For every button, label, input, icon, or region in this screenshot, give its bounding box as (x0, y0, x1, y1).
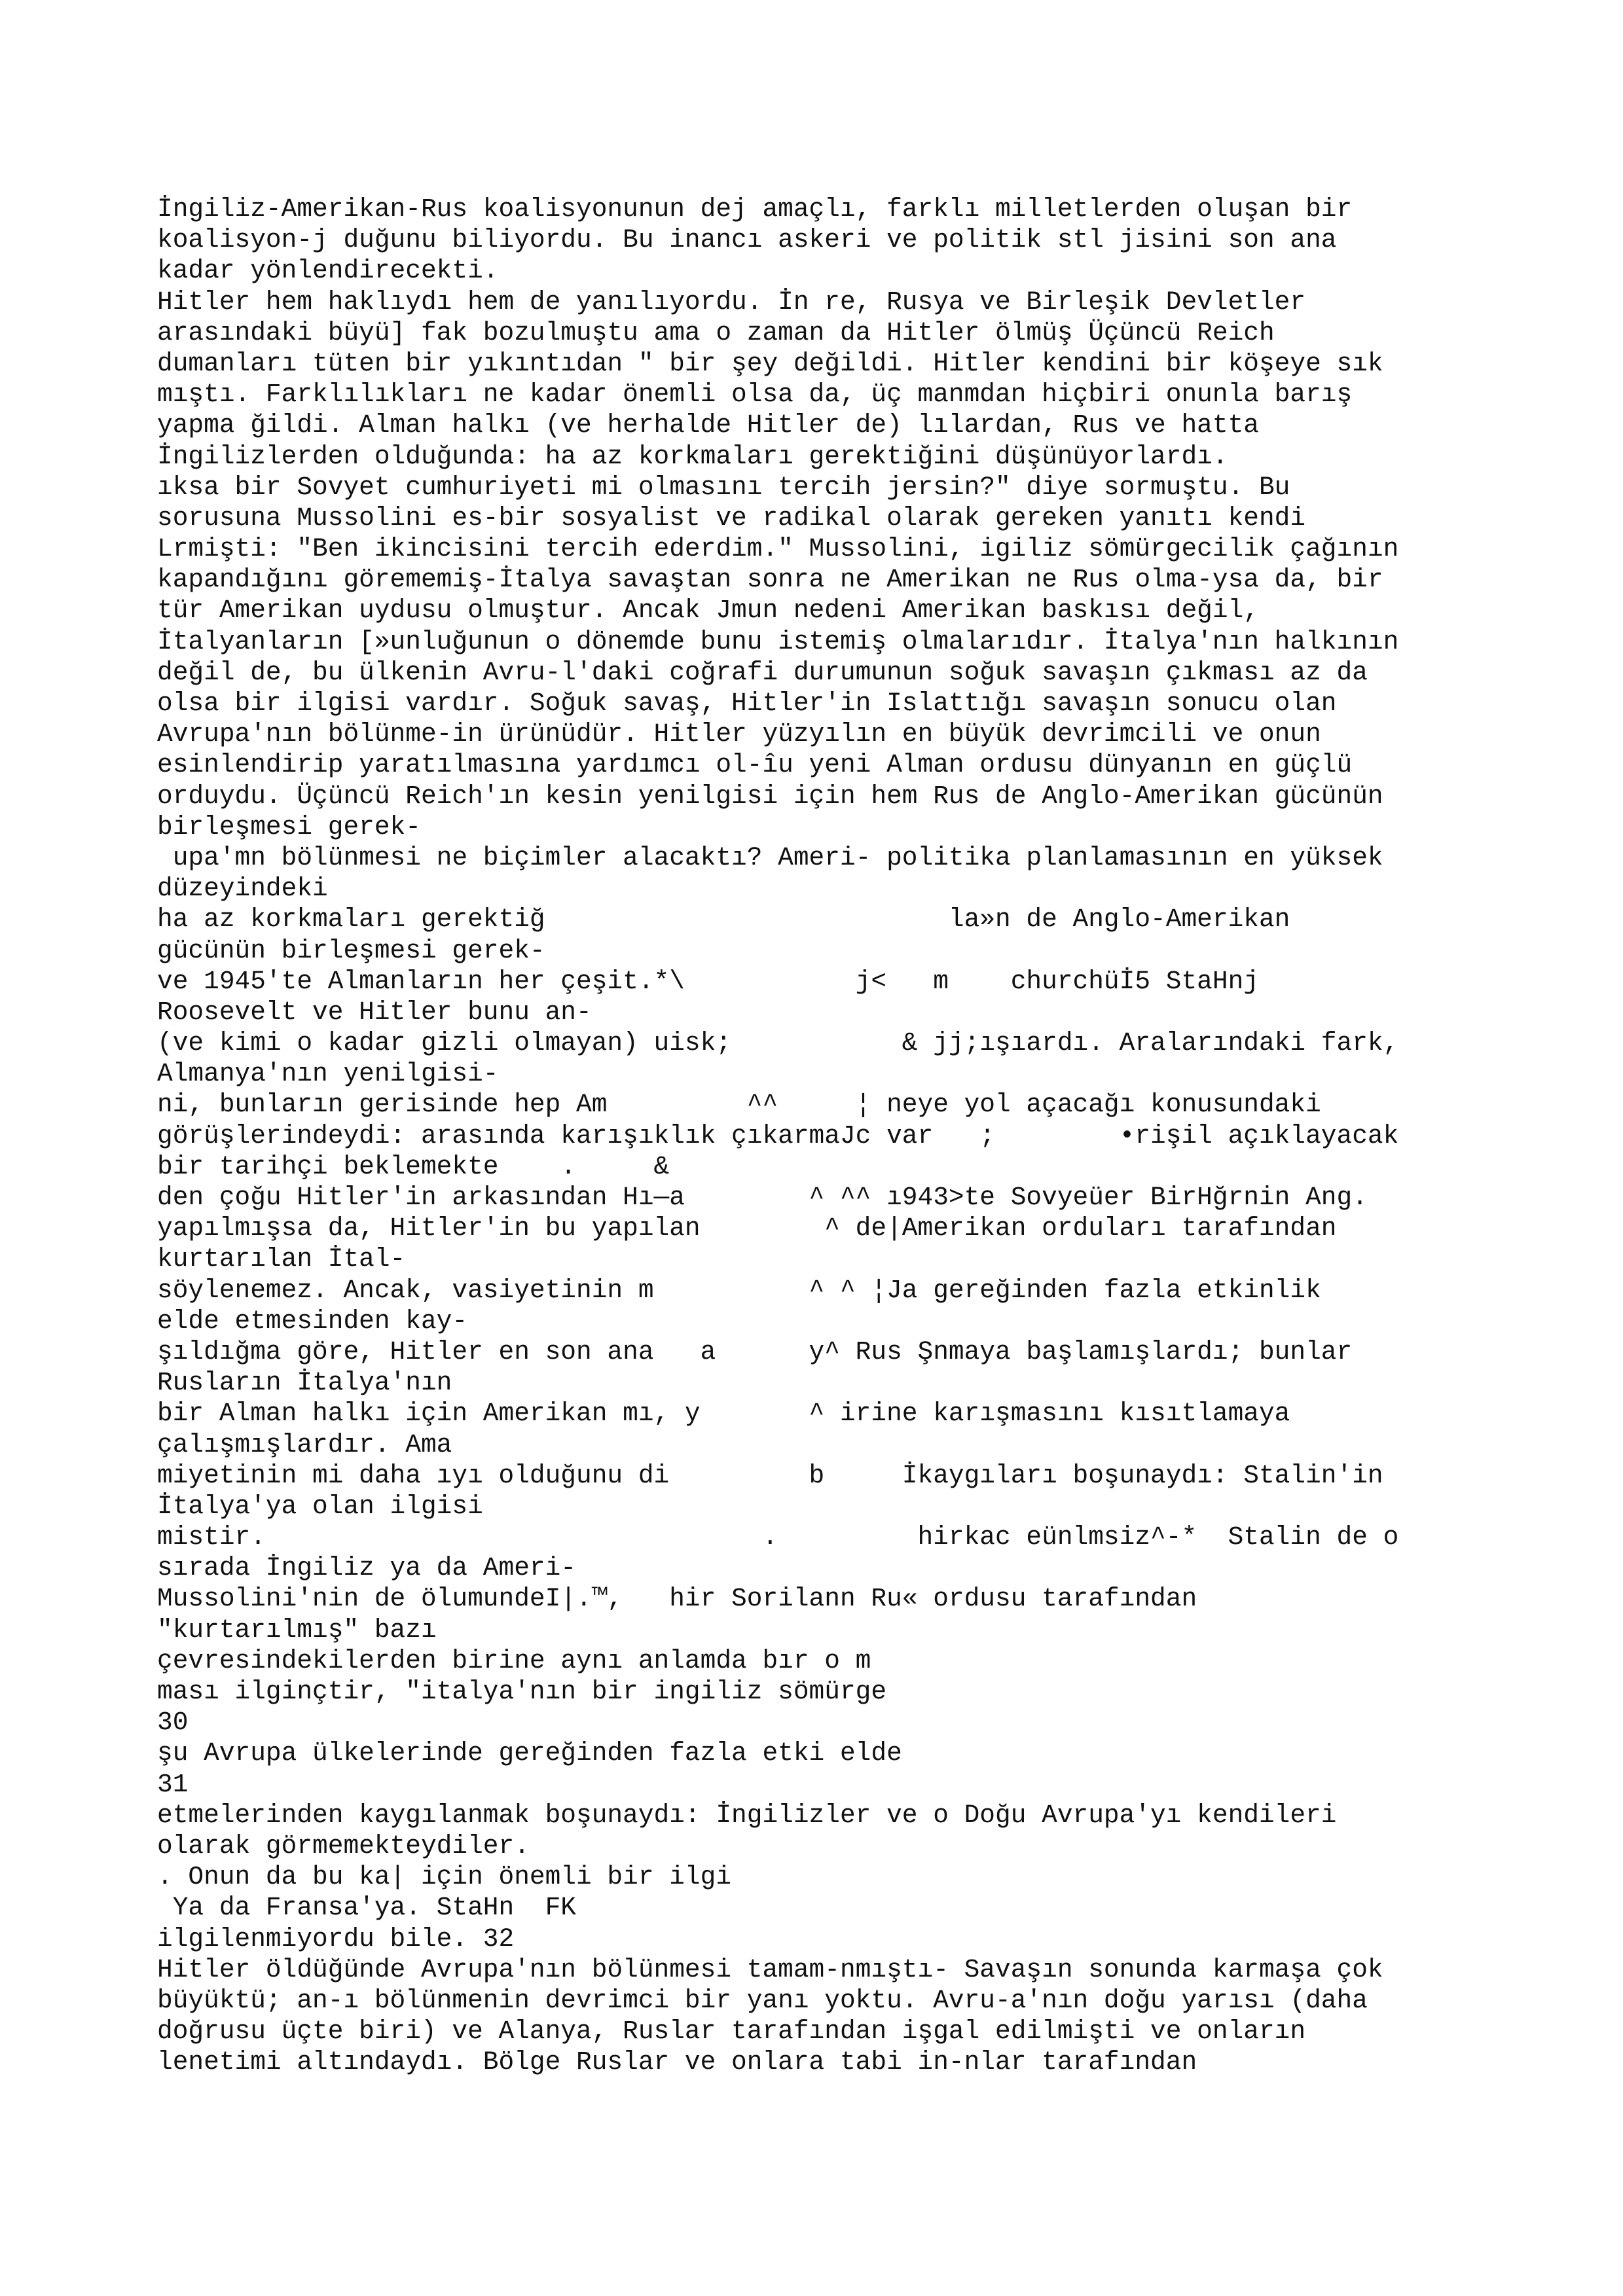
text-line: çalışmışlardır. Ama (157, 1429, 452, 1460)
text-line: mistir. . hirkac eünlmsiz^-* Stalin de o (157, 1522, 1399, 1552)
text-line: birleşmesi gerek- (157, 812, 421, 842)
text-line: bir Alman halkı için Amerikan mı, y ^ irine karışmasını kısıtlamaya (157, 1399, 1290, 1429)
text-line: sırada İngiliz ya da Ameri- (157, 1553, 577, 1583)
body-text (157, 194, 1525, 2077)
text-line: etmelerinden kaygılanmak boşunaydı: İngilizler ve o Doğu Avrupa'yı kendileri (157, 1800, 1337, 1830)
text-line: sorusuna Mussolini es-bir sosyalist ve radikal olarak gereken yanıtı kendi (157, 503, 1306, 533)
text-line: ilgilenmiyordu bile. 32 (157, 1924, 515, 1954)
text-line: Roosevelt ve Hitler bunu an- (157, 997, 592, 1027)
text-line: yapılmışsa da, Hitler'in bu yapılan ^ de|Amerikan orduları tarafından (157, 1213, 1337, 1244)
text-line: doğrusu üçte biri) ve Alanya, Ruslar tarafından işgal edilmişti ve onların (157, 2017, 1306, 2047)
footnote-number: 30 (157, 1708, 189, 1738)
text-line: kurtarılan İtal- (157, 1244, 406, 1274)
text-line: kadar yönlendirecekti. (157, 256, 499, 286)
text-line: ıksa bir Sovyet cumhuriyeti mi olmasını tercih jersin?" diye sormuştu. Bu (157, 472, 1290, 502)
text-line: olarak görmemekteydiler. (157, 1831, 530, 1861)
text-line: den çoğu Hitler'in arkasından Hı—a ^ ^^ ı943>te Sovyeüer BirHğrnin Ang. (157, 1183, 1368, 1212)
text-line: çevresindekilerden birine aynı anlamda bır o m (157, 1645, 871, 1676)
text-line: orduydu. Üçüncü Reich'ın kesin yenilgisi için hem Rus de Anglo-Amerikan gücünün (157, 781, 1383, 811)
text-line: Hitler hem haklıydı hem de yanılıyordu. İn re, Rusya ve Birleşik Devletler (157, 287, 1306, 317)
text-line: . Onun da bu ka| için önemli bir ilgi (157, 1862, 732, 1892)
text-line: İngilizlerden olduğunda: ha az korkmaları gerektiğini düşünüyorlardı. (157, 441, 1228, 471)
text-line: şu Avrupa ülkelerinde gereğinden fazla etki elde (157, 1738, 902, 1768)
text-line: bir tarihçi beklemekte . & (157, 1151, 670, 1181)
text-line: mıştı. Farklılıkları ne kadar önemli olsa da, üç manmdan hiçbiri onunla barış (157, 380, 1353, 410)
text-line: koalisyon-j duğunu biliyordu. Bu inancı askeri ve politik stl jisini son ana (157, 225, 1337, 255)
footnote-number: 31 (157, 1769, 189, 1799)
text-line: Avrupa'nın bölünme-in ürünüdür. Hitler yüzyılın en büyük devrimcili ve onun (157, 719, 1321, 749)
text-line: ve 1945'te Almanların her çeşit.*\ j< m churchüİ5 StaHnj (157, 966, 1259, 996)
text-line: görüşlerindeydi: arasında karışıklık çıkarmaJc var ; •rişil açıklayacak (157, 1121, 1399, 1151)
text-line: Lrmişti: "Ben ikincisini tercih ederdim." Mussolini, igiliz sömürgecilik çağının (157, 534, 1399, 564)
text-line: Rusların İtalya'nın (157, 1368, 452, 1398)
text-line: değil de, bu ülkenin Avru-l'daki coğrafi durumunun soğuk savaşın çıkması az da (157, 657, 1368, 687)
text-line: söylenemez. Ancak, vasiyetinin m ^ ^ ¦Ja gereğinden fazla etkinlik (157, 1275, 1321, 1305)
text-line: kapandığını görememiş-İtalya savaştan sonra ne Amerikan ne Rus olma-ysa da, bir (157, 565, 1383, 595)
text-line: büyüktü; an-ı bölünmenin devrimci bir yanı yoktu. Avru-a'nın doğu yarısı (daha (157, 1985, 1368, 2015)
text-line: Mussolini'nin de ölumundeI|.™, hir Sorilann Ru« ordusu tarafından (157, 1584, 1197, 1614)
text-line: elde etmesinden kay- (157, 1306, 468, 1336)
text-line: ha az korkmaları gerektiğ la»n de Anglo-Amerikan (157, 905, 1290, 935)
text-line: şıldığma göre, Hitler en son ana a y^ Rus Şnmaya başlamışlardı; bunlar (157, 1336, 1353, 1367)
text-line: gücünün birleşmesi gerek- (157, 935, 545, 965)
text-line: Ya da Fransa'ya. StaHn FK (157, 1893, 577, 1923)
text-line: (ve kimi o kadar gizli olmayan) uisk; & jj;ışıardı. Aralarındaki fark, (157, 1028, 1399, 1058)
text-line: ni, bunların gerisinde hep Am ^^ ¦ neye yol açacağı konusundaki (157, 1090, 1321, 1120)
text-line: miyetinin mi daha ıyı olduğunu di b İkaygıları boşunaydı: Stalin'in (157, 1460, 1383, 1490)
text-line: yapma ğildi. Alman halkı (ve herhalde Hitler de) lılardan, Rus ve hatta (157, 410, 1259, 440)
text-line: Hitler öldüğünde Avrupa'nın bölünmesi tamam-nmıştı- Savaşın sonunda karmaşa çok (157, 1954, 1383, 1984)
text-line: dumanları tüten bir yıkıntıdan " bir şey değildi. Hitler kendini bir köşeye sık (157, 348, 1383, 378)
text-line: esinlendirip yaratılmasına yardımcı ol-îu yeni Alman ordusu dünyanın en güçlü (157, 750, 1353, 780)
text-line: İngiliz-Amerikan-Rus koalisyonunun dej amaçlı, farklı milletlerden oluşan bir (157, 194, 1353, 224)
text-line: ması ilginçtir, "italya'nın bir ingiliz sömürge (157, 1677, 887, 1706)
text-line: Almanya'nın yenilgisi- (157, 1059, 499, 1089)
text-line: lenetimi altındaydı. Bölge Ruslar ve onlara tabi in-nlar tarafından (157, 2047, 1197, 2077)
text-line: olsa bir ilgisi vardır. Soğuk savaş, Hitler'in Islattığı savaşın sonucu olan (157, 689, 1337, 718)
text-line: düzeyindeki (157, 874, 328, 904)
text-line: İtalyanların [»unluğunun o dönemde bunu istemiş olmalarıdır. İtalya'nın halkının (157, 626, 1399, 656)
text-line: İtalya'ya olan ilgisi (157, 1491, 483, 1521)
text-line: arasındaki büyü] fak bozulmuştu ama o zaman da Hitler ölmüş Üçüncü Reich (157, 317, 1275, 348)
text-line: upa'mn bölünmesi ne biçimler alacaktı? Ameri- politika planlamasının en yüksek (157, 842, 1383, 872)
text-line: "kurtarılmış" bazı (157, 1615, 437, 1645)
text-line: tür Amerikan uydusu olmuştur. Ancak Jmun nedeni Amerikan baskısı değil, (157, 596, 1259, 626)
